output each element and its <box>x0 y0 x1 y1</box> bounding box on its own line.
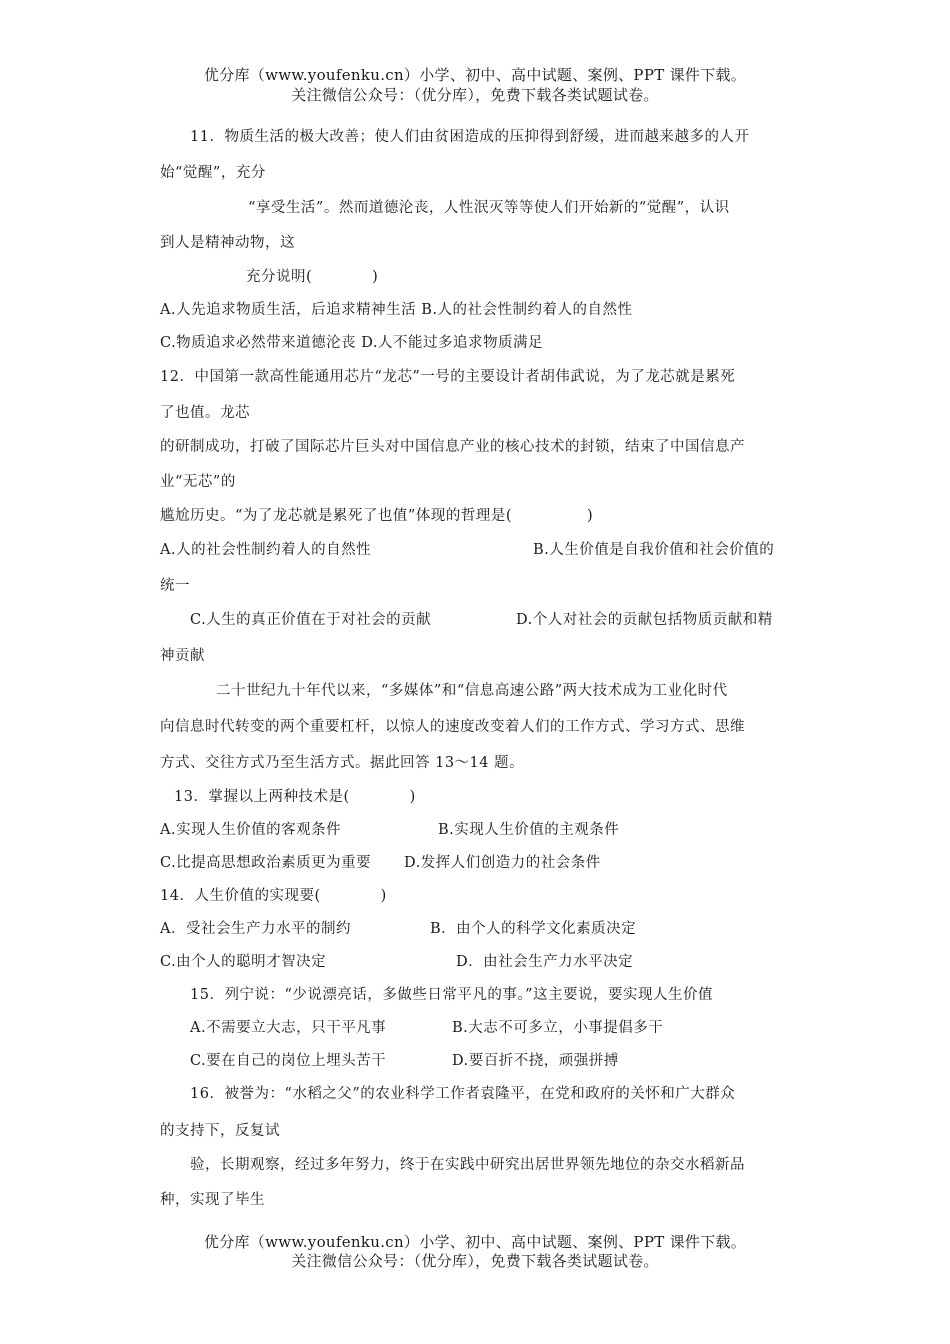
passage-line-3: 方式、交往方式乃至生活方式。据此回答 13～14 题。 <box>160 755 525 771</box>
q13-option-c: C.比提高思想政治素质更为重要 <box>160 855 372 871</box>
q14-option-d: D．由社会生产力水平决定 <box>456 954 634 970</box>
q14-option-c: C.由个人的聪明才智决定 <box>160 954 327 970</box>
q15-option-b: B.大志不可多立，小事提倡多干 <box>452 1020 664 1036</box>
q13-option-a: A.实现人生价值的客观条件 <box>160 822 342 838</box>
q16-stem-line-1: 16．被誉为：“水稻之父”的农业科学工作者袁隆平，在党和政府的关怀和广大群众 <box>190 1086 736 1102</box>
header-line-2: 关注微信公众号：（优分库），免费下载各类试题试卷。 <box>291 86 659 104</box>
footer-line-2: 关注微信公众号：（优分库），免费下载各类试题试卷。 <box>291 1252 659 1270</box>
q12-option-d-continued: 神贡献 <box>160 648 205 664</box>
q12-stem-line-4: 业“无芯”的 <box>160 474 236 490</box>
q15-option-a: A.不需要立大志，只干平凡事 <box>190 1020 387 1036</box>
q11-stem-line-4: 到人是精神动物，这 <box>160 235 295 251</box>
q11-stem-line-1: 11．物质生活的极大改善；使人们由贫困造成的压抑得到舒缓，进而越来越多的人开 <box>190 129 750 145</box>
q16-stem-line-2: 的支持下，反复试 <box>160 1123 280 1139</box>
q12-option-b: B.人生价值是自我价值和社会价值的 <box>533 542 775 558</box>
q12-option-d: D.个人对社会的贡献包括物质贡献和精 <box>516 612 773 628</box>
footer-line-1: 优分库（www.youfenku.cn）小学、初中、高中试题、案例、PPT 课件下载。 <box>203 1233 747 1251</box>
q16-stem-line-3: 验，长期观察，经过多年努力，终于在实践中研究出居世界领先地位的杂交水稻新品 <box>190 1157 745 1173</box>
q12-option-c: C.人生的真正价值在于对社会的贡献 <box>190 612 432 628</box>
q13-option-d: D.发挥人们创造力的社会条件 <box>404 855 601 871</box>
q13-option-b: B.实现人生价值的主观条件 <box>438 822 620 838</box>
q15-option-c: C.要在自己的岗位上埋头苦干 <box>190 1053 387 1069</box>
passage-line-2: 向信息时代转变的两个重要杠杆，以惊人的速度改变着人们的工作方式、学习方式、思维 <box>160 719 745 735</box>
q11-stem-line-3: “享受生活”。然而道德沦丧，人性泯灭等等使人们开始新的“觉醒”，认识 <box>248 200 730 216</box>
q12-option-a: A.人的社会性制约着人的自然性 <box>160 542 372 558</box>
q14-option-a: A．受社会生产力水平的制约 <box>160 921 351 937</box>
q11-options-cd: C.物质追求必然带来道德沦丧 D.人不能过多追求物质满足 <box>160 335 544 351</box>
header-line-1: 优分库（www.youfenku.cn）小学、初中、高中试题、案例、PPT 课件下载。 <box>203 66 747 84</box>
q11-options-ab: A.人先追求物质生活，后追求精神生活 B.人的社会性制约着人的自然性 <box>160 302 633 318</box>
q15-stem: 15．列宁说：“少说漂亮话，多做些日常平凡的事。”这主要说，要实现人生价值 <box>190 987 714 1003</box>
q12-stem-line-2: 了也值。龙芯 <box>160 405 250 421</box>
q11-stem-line-5: 充分说明( ) <box>246 269 379 285</box>
q12-stem-line-1: 12．中国第一款高性能通用芯片“龙芯”一号的主要设计者胡伟武说，为了龙芯就是累死 <box>160 369 736 385</box>
q12-option-b-continued: 统一 <box>160 578 190 594</box>
q13-stem: 13．掌握以上两种技术是( ) <box>174 789 416 805</box>
q16-stem-line-4: 种，实现了毕生 <box>160 1192 265 1208</box>
q12-stem-line-3: 的研制成功，打破了国际芯片巨头对中国信息产业的核心技术的封锁，结束了中国信息产 <box>160 439 745 455</box>
q11-stem-line-2: 始“觉醒”，充分 <box>160 165 266 181</box>
q14-option-b: B．由个人的科学文化素质决定 <box>430 921 637 937</box>
passage-line-1: 二十世纪九十年代以来，“多媒体”和“信息高速公路”两大技术成为工业化时代 <box>216 683 728 699</box>
q14-stem: 14．人生价值的实现要( ) <box>160 888 387 904</box>
q12-stem-line-5: 尴尬历史。“为了龙芯就是累死了也值”体现的哲理是( ) <box>160 508 594 524</box>
q15-option-d: D.要百折不挠，顽强拼搏 <box>452 1053 619 1069</box>
